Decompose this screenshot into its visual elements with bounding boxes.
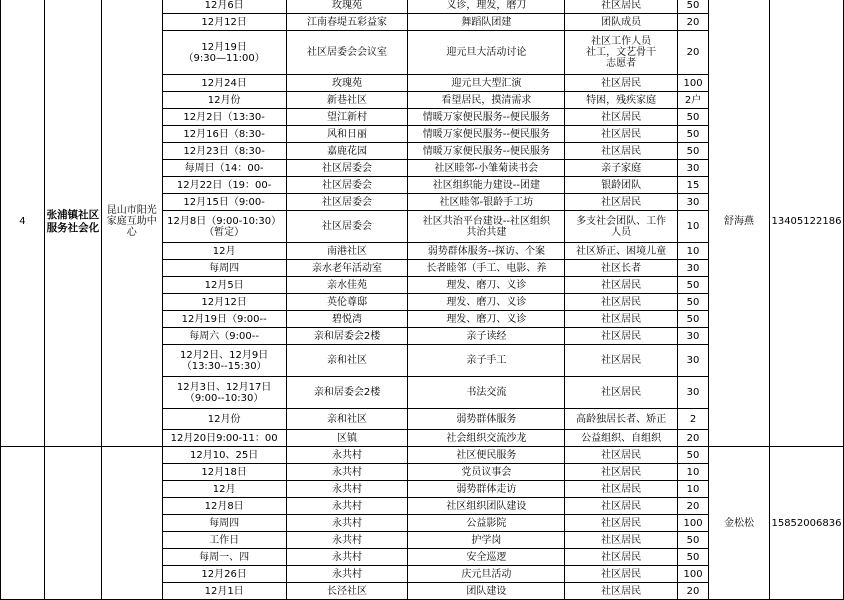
time-cell: 12月16日（8:30-: [162, 126, 286, 143]
count-cell: 30: [678, 194, 709, 211]
content-cell: 弱势群体服务--探访、个案: [408, 243, 565, 260]
content-cell: 舞蹈队团建: [408, 14, 565, 31]
seq-cell: 4: [1, 0, 45, 447]
place-cell: 嘉鹿花园: [286, 143, 408, 160]
content-cell: 社区组织团队建设: [408, 498, 565, 515]
time-cell: 每周日（14：00-: [162, 160, 286, 177]
partner-cell: 昆山市阳光家庭互助中心: [101, 0, 162, 447]
count-cell: 100: [678, 566, 709, 583]
time-cell: 12月22日（19：00-: [162, 177, 286, 194]
count-cell: 50: [678, 277, 709, 294]
content-cell: 社区共治平台建设--社区组织 共治共建: [408, 211, 565, 243]
target-cell: 社区居民: [565, 311, 678, 328]
target-cell: 社区居民: [565, 294, 678, 311]
content-cell: 情暖万家便民服务--便民服务: [408, 109, 565, 126]
time-cell: 12月份: [162, 409, 286, 430]
time-cell: 12月23日（8:30-: [162, 143, 286, 160]
count-cell: 15: [678, 177, 709, 194]
time-cell: 每周四: [162, 515, 286, 532]
time-cell: 每周四: [162, 260, 286, 277]
target-cell: 多支社会团队、工作 人员: [565, 211, 678, 243]
count-cell: 50: [678, 532, 709, 549]
content-cell: 迎元旦大型汇演: [408, 75, 565, 92]
time-cell: 工作日: [162, 532, 286, 549]
place-cell: 社区居委会: [286, 177, 408, 194]
place-cell: 望江新村: [286, 109, 408, 126]
content-cell: 情暖万家便民服务--便民服务: [408, 126, 565, 143]
place-cell: 社区居委会会议室: [286, 31, 408, 75]
time-cell: 12月: [162, 481, 286, 498]
place-cell: 亲和社区: [286, 409, 408, 430]
content-cell: 团队建设: [408, 583, 565, 600]
place-cell: 碧悦湾: [286, 311, 408, 328]
content-cell: 社区组织能力建设--团建: [408, 177, 565, 194]
contact-cell: 金松松: [709, 447, 770, 600]
time-cell: 12月20日9:00-11：00: [162, 430, 286, 447]
time-cell: 每周六（9:00--: [162, 328, 286, 345]
place-cell: 永共村: [286, 447, 408, 464]
content-cell: 理发、磨刀、义诊: [408, 294, 565, 311]
place-cell: 社区居委会: [286, 211, 408, 243]
time-cell: 12月1日: [162, 583, 286, 600]
target-cell: 社区居民: [565, 143, 678, 160]
table-body: [1, 0, 844, 600]
org-cell: 张浦镇社区服务社会化: [44, 0, 101, 447]
count-cell: 10: [678, 481, 709, 498]
count-cell: 20: [678, 31, 709, 75]
target-cell: 社区居民: [565, 447, 678, 464]
time-cell: 12月12日: [162, 14, 286, 31]
content-cell: 公益影院: [408, 515, 565, 532]
count-cell: 50: [678, 447, 709, 464]
count-cell: 30: [678, 160, 709, 177]
target-cell: 亲子家庭: [565, 160, 678, 177]
time-cell: 12月10、25日: [162, 447, 286, 464]
target-cell: 社区居民: [565, 377, 678, 409]
content-cell: 社会组织交流沙龙: [408, 430, 565, 447]
table-row: [1, 447, 844, 464]
target-cell: 社区长者: [565, 260, 678, 277]
place-cell: 永共村: [286, 481, 408, 498]
target-cell: 社区居民: [565, 481, 678, 498]
place-cell: 永共村: [286, 498, 408, 515]
content-cell: 亲子手工: [408, 345, 565, 377]
count-cell: 2户: [678, 92, 709, 109]
time-cell: 每周一、四: [162, 549, 286, 566]
phone-cell: 15852006836: [769, 447, 843, 600]
count-cell: 20: [678, 583, 709, 600]
target-cell: 社区居民: [565, 277, 678, 294]
time-cell: 12月24日: [162, 75, 286, 92]
time-cell: 12月3日、12月17日 （9:00--10:30）: [162, 377, 286, 409]
time-cell: 12月份: [162, 92, 286, 109]
content-cell: 社区睦邻-小雏菊读书会: [408, 160, 565, 177]
target-cell: 社区居民: [565, 464, 678, 481]
count-cell: 100: [678, 515, 709, 532]
count-cell: 50: [678, 126, 709, 143]
content-cell: 理发、磨刀、义诊: [408, 277, 565, 294]
place-cell: 江南春堤五彩益家: [286, 14, 408, 31]
time-cell: 12月6日: [162, 0, 286, 14]
target-cell: 社区居民: [565, 75, 678, 92]
content-cell: 义诊，理发，磨刀: [408, 0, 565, 14]
content-cell: 安全巡逻: [408, 549, 565, 566]
time-cell: 12月8日: [162, 498, 286, 515]
place-cell: 南港社区: [286, 243, 408, 260]
content-cell: 弱势群体走访: [408, 481, 565, 498]
place-cell: 新巷社区: [286, 92, 408, 109]
content-cell: 情暖万家便民服务--便民服务: [408, 143, 565, 160]
place-cell: 永共村: [286, 532, 408, 549]
count-cell: 50: [678, 109, 709, 126]
count-cell: 50: [678, 311, 709, 328]
phone-cell: 13405122186: [769, 0, 843, 447]
target-cell: 社区居民: [565, 194, 678, 211]
partner-cell: [101, 447, 162, 600]
target-cell: 社区居民: [565, 515, 678, 532]
content-cell: 亲子读经: [408, 328, 565, 345]
place-cell: 亲水佳苑: [286, 277, 408, 294]
org-cell: [44, 447, 101, 600]
target-cell: 社区居民: [565, 126, 678, 143]
count-cell: 30: [678, 345, 709, 377]
count-cell: 50: [678, 294, 709, 311]
count-cell: 50: [678, 143, 709, 160]
count-cell: 30: [678, 377, 709, 409]
place-cell: 风和日丽: [286, 126, 408, 143]
target-cell: 社区矫正、困境儿童: [565, 243, 678, 260]
target-cell: 社区居民: [565, 345, 678, 377]
time-cell: 12月15日（9:00-: [162, 194, 286, 211]
time-cell: 12月5日: [162, 277, 286, 294]
place-cell: 玫瑰苑: [286, 75, 408, 92]
time-cell: 12月19日（9:00--: [162, 311, 286, 328]
content-cell: 党员议事会: [408, 464, 565, 481]
place-cell: 社区居委会: [286, 160, 408, 177]
count-cell: 2: [678, 409, 709, 430]
target-cell: 社区居民: [565, 532, 678, 549]
target-cell: 公益组织、自组织: [565, 430, 678, 447]
place-cell: 永共村: [286, 566, 408, 583]
table-row: [1, 0, 844, 14]
time-cell: 12月: [162, 243, 286, 260]
place-cell: 亲和社区: [286, 345, 408, 377]
place-cell: 英伦尊邸: [286, 294, 408, 311]
target-cell: 特困，残疾家庭: [565, 92, 678, 109]
count-cell: 30: [678, 260, 709, 277]
target-cell: 社区居民: [565, 0, 678, 14]
content-cell: 护学岗: [408, 532, 565, 549]
place-cell: 永共村: [286, 515, 408, 532]
target-cell: 银龄团队: [565, 177, 678, 194]
place-cell: 亲和居委会2楼: [286, 328, 408, 345]
target-cell: 社区居民: [565, 328, 678, 345]
time-cell: 12月8日（9:00-10:30） （暂定）: [162, 211, 286, 243]
count-cell: 20: [678, 430, 709, 447]
target-cell: 团队成员: [565, 14, 678, 31]
content-cell: 庆元旦活动: [408, 566, 565, 583]
time-cell: 12月19日 （9:30—11:00）: [162, 31, 286, 75]
count-cell: 30: [678, 328, 709, 345]
count-cell: 20: [678, 498, 709, 515]
place-cell: 社区居委会: [286, 194, 408, 211]
target-cell: 社区工作人员 社工，文艺骨干 志愿者: [565, 31, 678, 75]
time-cell: 12月2日（13:30-: [162, 109, 286, 126]
place-cell: 亲和居委会2楼: [286, 377, 408, 409]
target-cell: 社区居民: [565, 498, 678, 515]
content-cell: 看望居民，摸清需求: [408, 92, 565, 109]
place-cell: 玫瑰苑: [286, 0, 408, 14]
place-cell: 亲水老年活动室: [286, 260, 408, 277]
count-cell: 10: [678, 243, 709, 260]
content-cell: 社区睦邻-银龄手工坊: [408, 194, 565, 211]
target-cell: 高龄独居长者、矫正: [565, 409, 678, 430]
count-cell: 20: [678, 14, 709, 31]
place-cell: 永共村: [286, 464, 408, 481]
content-cell: 迎元旦大活动讨论: [408, 31, 565, 75]
target-cell: 社区居民: [565, 109, 678, 126]
content-cell: 书法交流: [408, 377, 565, 409]
content-cell: 理发、磨刀、义诊: [408, 311, 565, 328]
seq-cell: [1, 447, 45, 600]
count-cell: 10: [678, 211, 709, 243]
content-cell: 社区便民服务: [408, 447, 565, 464]
place-cell: 永共村: [286, 549, 408, 566]
count-cell: 100: [678, 75, 709, 92]
place-cell: 长泾社区: [286, 583, 408, 600]
content-cell: 弱势群体服务: [408, 409, 565, 430]
time-cell: 12月2日、12月9日 （13:30--15:30）: [162, 345, 286, 377]
count-cell: 50: [678, 0, 709, 14]
target-cell: 社区居民: [565, 583, 678, 600]
place-cell: 区镇: [286, 430, 408, 447]
time-cell: 12月18日: [162, 464, 286, 481]
target-cell: 社区居民: [565, 549, 678, 566]
contact-cell: 舒海燕: [709, 0, 770, 447]
count-cell: 50: [678, 549, 709, 566]
target-cell: 社区居民: [565, 566, 678, 583]
time-cell: 12月26日: [162, 566, 286, 583]
content-cell: 长者睦邻（手工、电影、养: [408, 260, 565, 277]
time-cell: 12月12日: [162, 294, 286, 311]
count-cell: 10: [678, 464, 709, 481]
